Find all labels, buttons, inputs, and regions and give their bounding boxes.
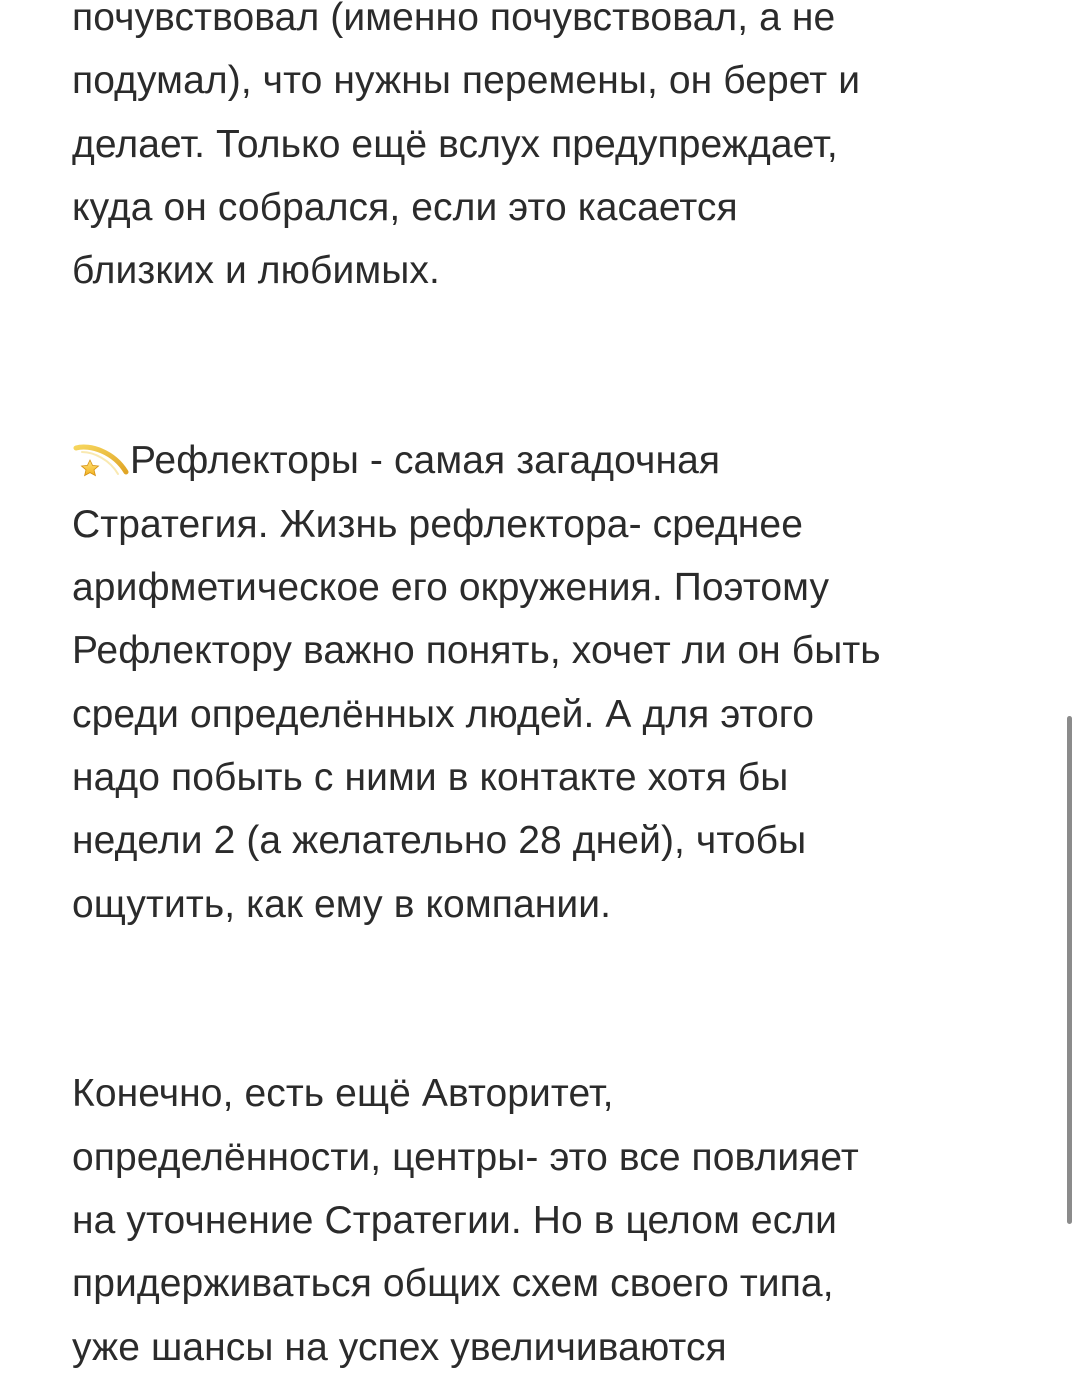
- paragraph-spacer: [72, 302, 1032, 429]
- text-line: арифметическое его окружения. Поэтому: [72, 566, 830, 610]
- note-body[interactable]: [72, 0, 1032, 1379]
- text-line: надо побыть с ними в контакте хотя бы: [72, 755, 789, 799]
- text-line: определённости, центры- это все повлияет: [72, 1135, 859, 1179]
- text-line: на уточнение Стратегии. Но в целом если: [72, 1199, 838, 1243]
- dizzy-star-icon: [72, 434, 130, 474]
- text-line: делает. Только ещё вслух предупреждает,: [72, 122, 838, 166]
- paragraph-2-first-line: Рефлекторы - самая загадочная: [130, 439, 721, 483]
- text-line: куда он собрался, если это касается: [72, 185, 738, 229]
- text-line: среди определённых людей. А для этого: [72, 692, 815, 736]
- text-line: придерживаться общих схем своего типа,: [72, 1262, 834, 1306]
- text-line: [72, 429, 1032, 492]
- text-line: уже шансы на успех увеличиваются: [72, 1325, 727, 1369]
- paragraph-3: [72, 1062, 1032, 1378]
- text-line: Конечно, есть ещё Авторитет,: [72, 1072, 614, 1116]
- text-line: близких и любимых.: [72, 249, 440, 293]
- text-line: Рефлектору важно понять, хочет ли он быть: [72, 629, 881, 673]
- text-line: ощутить, как ему в компании.: [72, 882, 612, 926]
- text-line: подумал), что нужны перемены, он берет и: [72, 59, 861, 103]
- paragraph-1: [72, 0, 1032, 302]
- vertical-scrollbar[interactable]: [1067, 716, 1072, 1224]
- text-line: почувствовал (именно почувствовал, а не: [72, 0, 836, 39]
- paragraph-2: [72, 429, 1032, 935]
- text-line: недели 2 (а желательно 28 дней), чтобы: [72, 819, 807, 863]
- paragraph-spacer: [72, 936, 1032, 1063]
- text-line: Стратегия. Жизнь рефлектора- среднее: [72, 502, 804, 546]
